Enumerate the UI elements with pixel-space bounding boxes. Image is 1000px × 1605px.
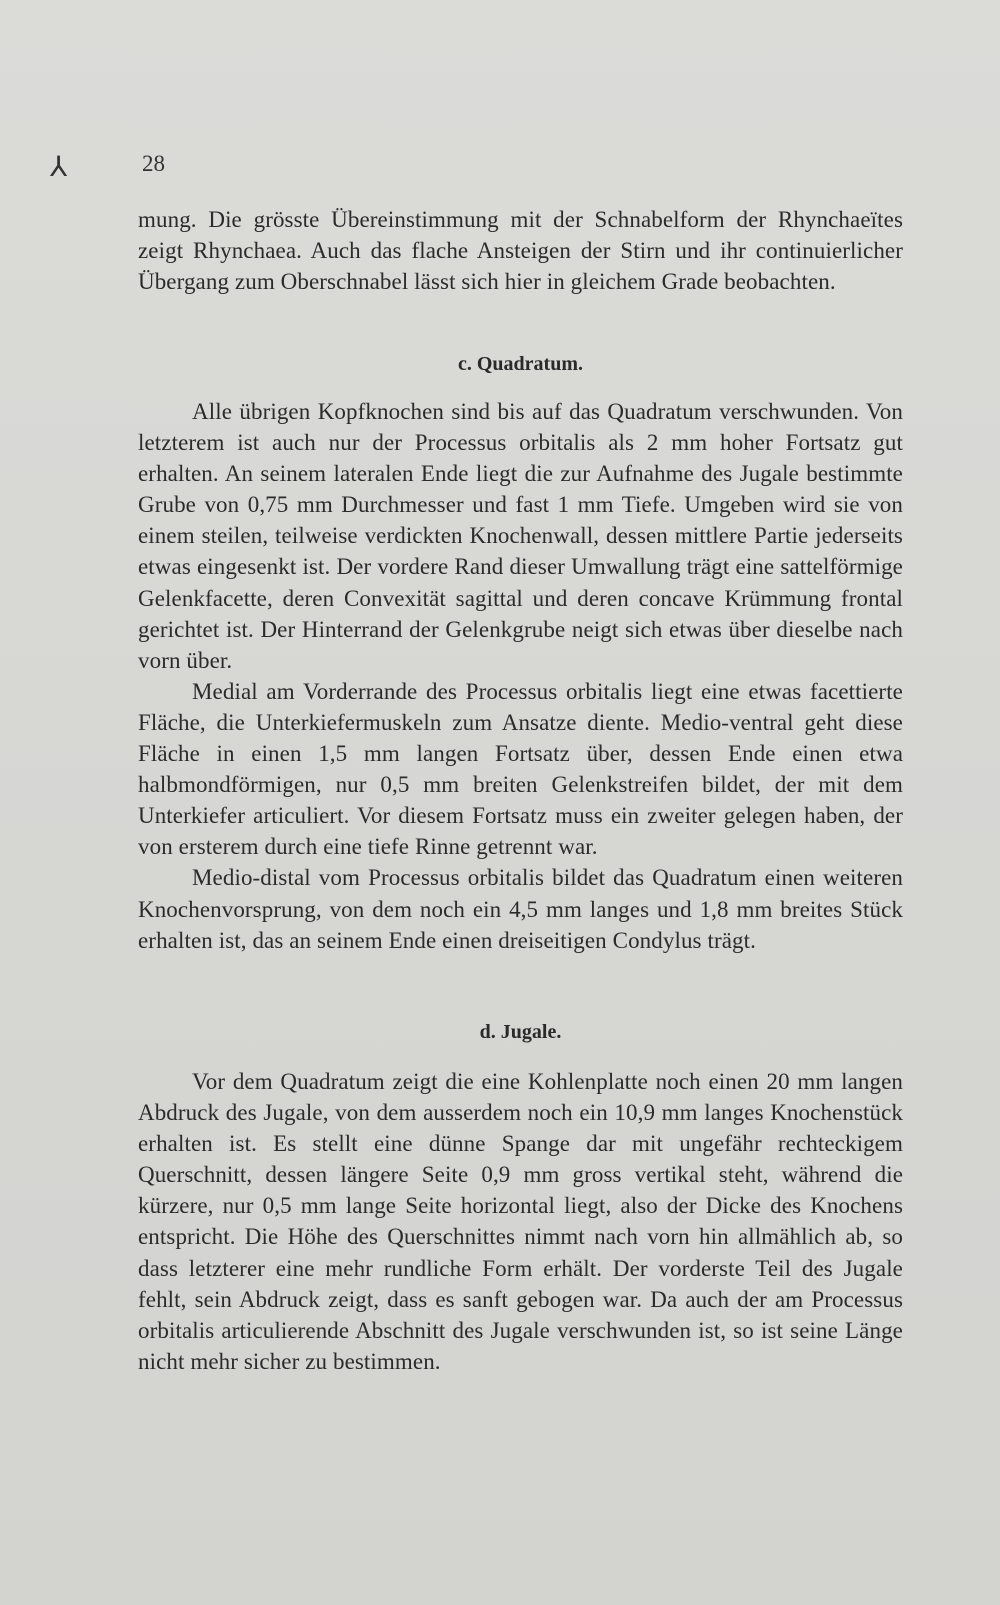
section-heading-quadratum: c. Quadratum.: [458, 353, 583, 375]
paragraph: Alle übrigen Kopfknochen sind bis auf das Quadratum verschwunden. Von letzterem ist auch nur der Processus orbitalis als 2 mm hoher Fortsatz gut erhalten. An seinem lateralen Ende liegt die zur Aufnahme des Jugale bestimmte Grube von 0,75 mm Durchmesser und fast 1 mm Tiefe. Umgeben wird sie von einem steilen, teilweise verdickten Knochenwall, dessen mittlere Partie jederseits etwas eingesenkt ist. Der vordere Rand dieser Umwallung trägt eine sattelförmige Gelenkfacette, deren Convexität sagittal und deren concave Krümmung frontal gerichtet ist. Der Hinterrand der Gelenkgrube neigt sich etwas über dieselbe nach vorn über.: [138, 399, 903, 673]
section-body-quadratum: [138, 396, 903, 956]
page-number: 28: [142, 151, 165, 176]
paragraph: Medial am Vorderrande des Processus orbitalis liegt eine etwas facettierte Fläche, die Unterkiefermuskeln zum Ansatze diente. Medio-ventral geht diese Fläche in einen 1,5 mm langen Fortsatz über, dessen Ende einen etwa halbmondförmigen, nur 0,5 mm breiten Gelenkstreifen bildet, der mit dem Unterkiefer articuliert. Vor diesem Fortsatz muss ein zweiter gelegen haben, der von ersterem durch eine tiefe Rinne getrennt war.: [138, 678, 903, 860]
paragraph: Vor dem Quadratum zeigt die eine Kohlenplatte noch einen 20 mm langen Abdruck des Jugale, von dem ausserdem noch ein 10,9 mm langes Knochenstück erhalten ist. Es stellt eine dünne Spange dar mit ungefähr rechteckigem Querschnitt, dessen längere Seite 0,9 mm gross vertikal steht, während die kürzere, nur 0,5 mm lange Seite horizontal liegt, also der Dicke des Knochens entspricht. Die Höhe des Querschnittes nimmt nach vorn hin allmählich ab, so dass letzterer eine mehr rundliche Form erhält. Der vorderste Teil des Jugale fehlt, sein Abdruck zeigt, dass es sanft gebogen war. Da auch der am Processus orbitalis articulierende Abschnitt des Jugale verschwunden ist, so ist seine Länge nicht mehr sicher zu bestimmen.: [138, 1069, 903, 1374]
paragraph: mung. Die grösste Übereinstimmung mit der Schnabelform der Rhynchaeïtes zeigt Rhynchaea. Auch das flache Ansteigen der Stirn und ihr continuierlicher Übergang zum Oberschnabel lässt sich hier in gleichem Grade beobachten.: [138, 207, 903, 295]
section-body-jugale: [138, 1066, 903, 1377]
paragraph: Medio-distal vom Processus orbitalis bildet das Quadratum einen weiteren Knochenvorsprung, von dem noch ein 4,5 mm langes und 1,8 mm breites Stück erhalten ist, das an seinem Ende einen dreiseitigen Condylus trägt.: [138, 865, 903, 953]
intro-text: [138, 204, 903, 297]
margin-mark: ⅄: [50, 152, 68, 183]
section-heading-jugale: d. Jugale.: [479, 1021, 562, 1043]
